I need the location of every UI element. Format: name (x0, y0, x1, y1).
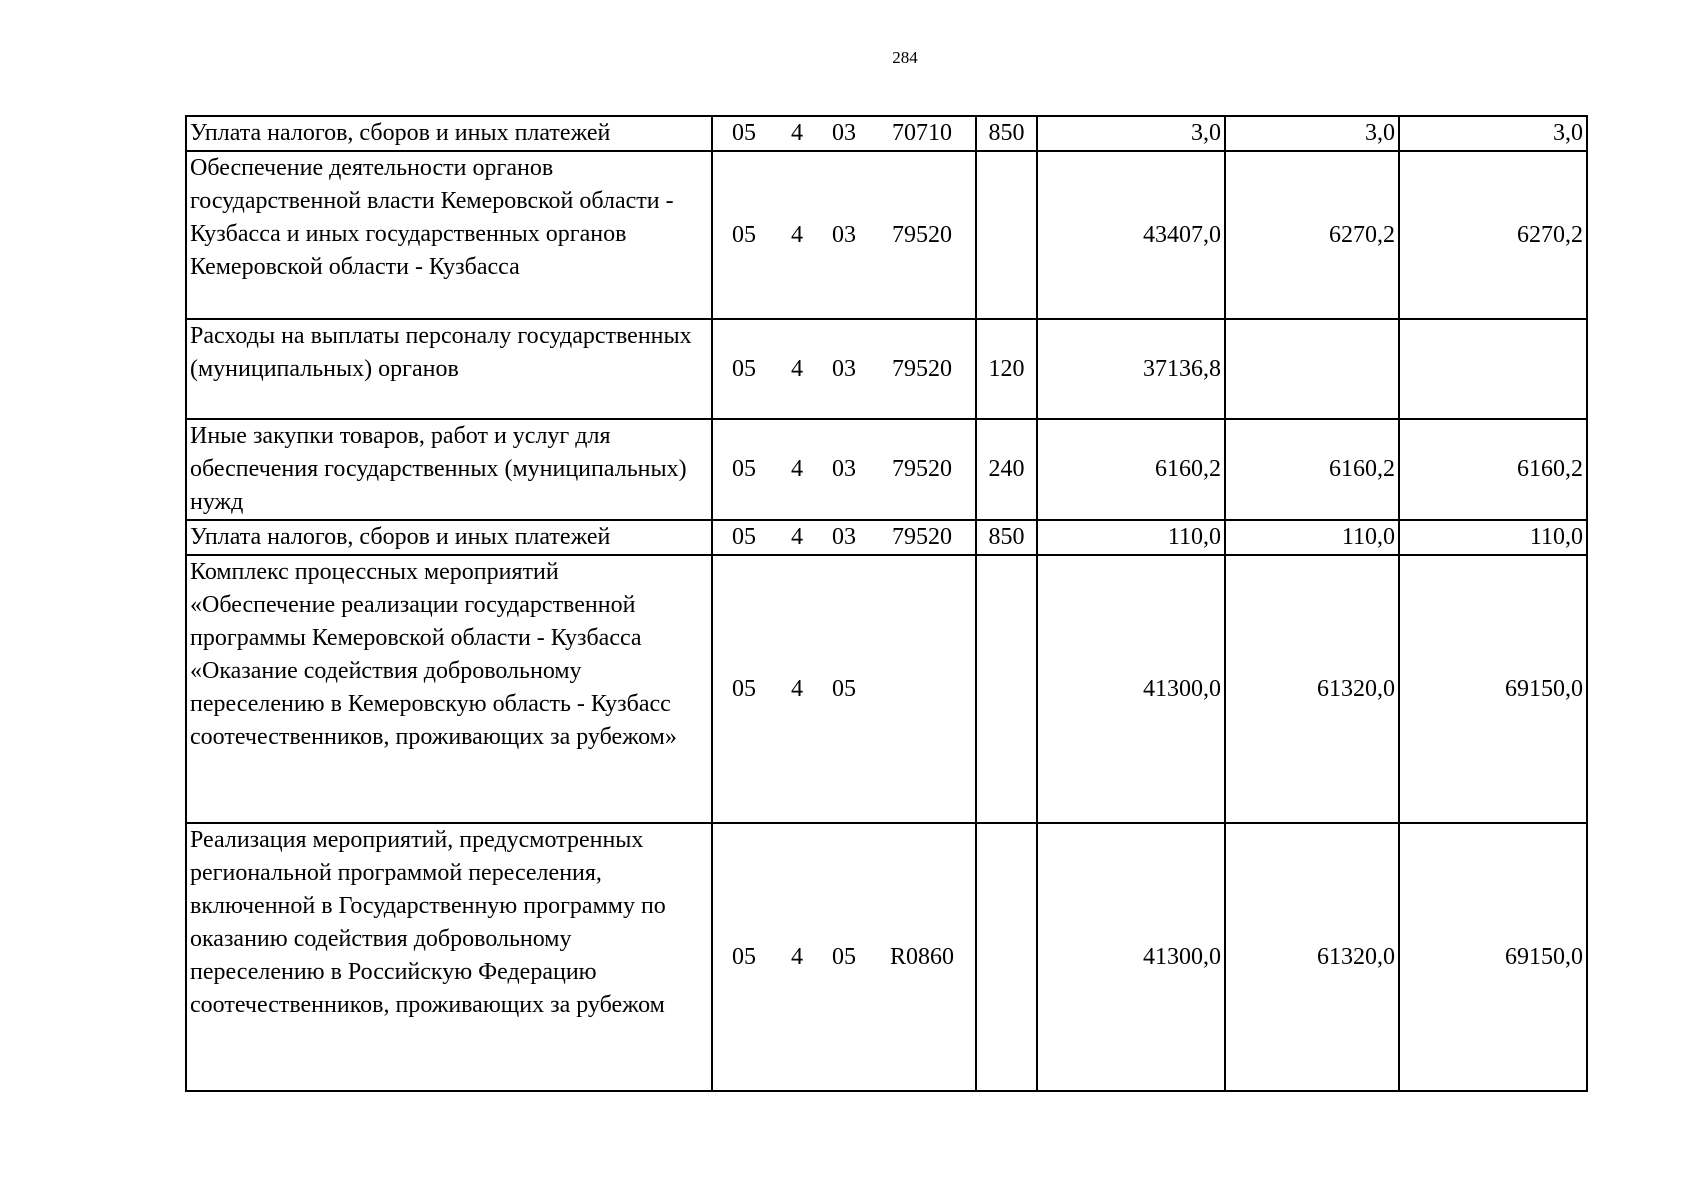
amount-year-3: 110,0 (1399, 520, 1587, 555)
subprogram-code: 03 (819, 151, 869, 319)
table-row (186, 555, 1587, 823)
amount-year-2: 3,0 (1225, 116, 1399, 151)
amount-year-3: 6160,2 (1399, 419, 1587, 520)
expense-type-code: 850 (976, 116, 1037, 151)
direction-code: 79520 (869, 319, 976, 419)
amount-year-1: 41300,0 (1037, 823, 1225, 1091)
table-row (186, 419, 1587, 520)
row-name: Комплекс процессных мероприятий «Обеспечение реализации государственной программы Кемеровской области - Кузбасса «Оказание содействия добровольному переселению в Кемеровскую область - Кузбасс соотечественников, проживающих за рубежом» (186, 555, 712, 823)
subprogram-code: 05 (819, 555, 869, 823)
program-code: 4 (775, 823, 819, 1091)
direction-code (869, 555, 976, 823)
program-code: 4 (775, 319, 819, 419)
row-name: Обеспечение деятельности органов государственной власти Кемеровской области - Кузбасса и иных государственных органов Кемеровской области - Кузбасса (186, 151, 712, 319)
subprogram-code: 03 (819, 520, 869, 555)
subprogram-code: 03 (819, 419, 869, 520)
expense-type-code (976, 555, 1037, 823)
program-code: 4 (775, 116, 819, 151)
program-code: 4 (775, 520, 819, 555)
subprogram-code: 03 (819, 116, 869, 151)
direction-code: 79520 (869, 151, 976, 319)
amount-year-2 (1225, 319, 1399, 419)
page-number: 284 (892, 48, 918, 67)
subprogram-code: 05 (819, 823, 869, 1091)
amount-year-2: 61320,0 (1225, 555, 1399, 823)
amount-year-3: 69150,0 (1399, 555, 1587, 823)
table-row (186, 116, 1587, 151)
amount-year-2: 6160,2 (1225, 419, 1399, 520)
amount-year-1: 41300,0 (1037, 555, 1225, 823)
direction-code: R0860 (869, 823, 976, 1091)
subprogram-code: 03 (819, 319, 869, 419)
expense-type-code (976, 151, 1037, 319)
row-name: Иные закупки товаров, работ и услуг для обеспечения государственных (муниципальных) нужд (186, 419, 712, 520)
rz-code: 05 (712, 419, 775, 520)
rz-code: 05 (712, 116, 775, 151)
table-row (186, 319, 1587, 419)
expense-type-code: 120 (976, 319, 1037, 419)
expense-type-code (976, 823, 1037, 1091)
amount-year-3 (1399, 319, 1587, 419)
amount-year-2: 6270,2 (1225, 151, 1399, 319)
direction-code: 79520 (869, 419, 976, 520)
rz-code: 05 (712, 555, 775, 823)
direction-code: 70710 (869, 116, 976, 151)
expense-type-code: 240 (976, 419, 1037, 520)
row-name: Расходы на выплаты персоналу государственных (муниципальных) органов (186, 319, 712, 419)
amount-year-1: 37136,8 (1037, 319, 1225, 419)
program-code: 4 (775, 151, 819, 319)
budget-table (185, 115, 1588, 1092)
rz-code: 05 (712, 319, 775, 419)
amount-year-1: 110,0 (1037, 520, 1225, 555)
amount-year-1: 3,0 (1037, 116, 1225, 151)
direction-code: 79520 (869, 520, 976, 555)
table-row (186, 151, 1587, 319)
table-row (186, 520, 1587, 555)
rz-code: 05 (712, 823, 775, 1091)
amount-year-1: 6160,2 (1037, 419, 1225, 520)
program-code: 4 (775, 555, 819, 823)
row-name: Реализация мероприятий, предусмотренных региональной программой переселения, включенной в Государственную программу по оказанию содействия добровольному переселению в Российскую Федерацию соотечественников, проживающих за рубежом (186, 823, 712, 1091)
amount-year-3: 6270,2 (1399, 151, 1587, 319)
expense-type-code: 850 (976, 520, 1037, 555)
rz-code: 05 (712, 520, 775, 555)
amount-year-3: 3,0 (1399, 116, 1587, 151)
rz-code: 05 (712, 151, 775, 319)
amount-year-2: 110,0 (1225, 520, 1399, 555)
amount-year-1: 43407,0 (1037, 151, 1225, 319)
program-code: 4 (775, 419, 819, 520)
row-name: Уплата налогов, сборов и иных платежей (186, 520, 712, 555)
table-row (186, 823, 1587, 1091)
amount-year-3: 69150,0 (1399, 823, 1587, 1091)
amount-year-2: 61320,0 (1225, 823, 1399, 1091)
row-name: Уплата налогов, сборов и иных платежей (186, 116, 712, 151)
